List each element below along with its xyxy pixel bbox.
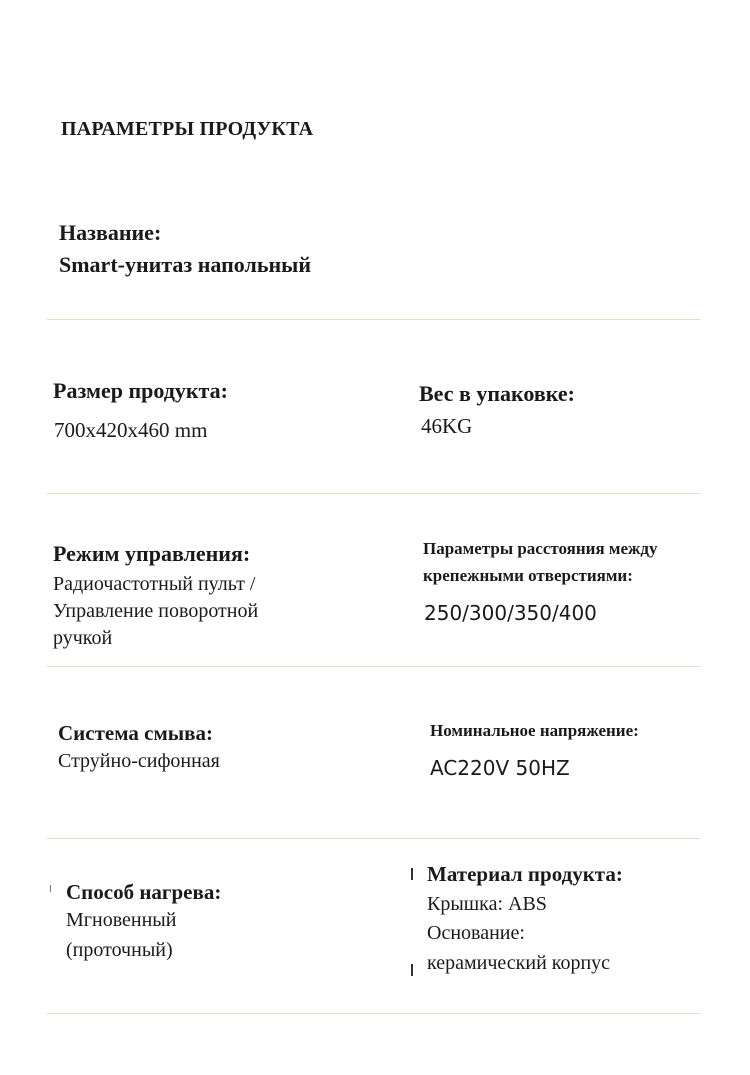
page-title: ПАРАМЕТРЫ ПРОДУКТА — [61, 118, 314, 140]
hole-distance-label-1: Параметры расстояния между — [423, 539, 658, 558]
name-value: Smart-унитаз напольный — [59, 252, 312, 277]
divider — [47, 319, 700, 320]
control-label: Режим управления: — [53, 541, 251, 566]
mark — [50, 885, 51, 892]
voltage-label: Номинальное напряжение: — [430, 721, 639, 740]
control-line-1: Радиочастотный пульт / — [53, 573, 256, 595]
material-line-3: керамический корпус — [427, 952, 611, 974]
divider — [47, 1013, 700, 1014]
control-line-2: Управление поворотной — [53, 600, 259, 622]
mark — [411, 868, 413, 880]
flush-value: Струйно-сифонная — [58, 750, 220, 772]
size-label: Размер продукта: — [53, 378, 228, 403]
material-line-1: Крышка: ABS — [427, 893, 547, 915]
voltage-value: AC220V 50HZ — [430, 756, 570, 780]
weight-value: 46KG — [421, 414, 473, 438]
heating-line-2: (проточный) — [66, 939, 173, 961]
hole-distance-value: 250/300/350/400 — [424, 601, 597, 625]
divider — [47, 493, 700, 494]
hole-distance-label-2: крепежными отверстиями: — [423, 566, 633, 585]
size-value: 700x420x460 mm — [54, 418, 208, 442]
weight-label: Вес в упаковке: — [419, 381, 575, 406]
name-label: Название: — [59, 220, 162, 245]
material-label: Материал продукта: — [427, 862, 623, 886]
divider — [47, 666, 700, 667]
heating-label: Способ нагрева: — [66, 880, 222, 904]
material-line-2: Основание: — [427, 922, 525, 944]
mark — [411, 964, 413, 976]
flush-label: Система смыва: — [58, 721, 213, 745]
heating-line-1: Мгновенный — [66, 909, 177, 931]
control-line-3: ручкой — [53, 627, 113, 649]
divider — [47, 838, 700, 839]
